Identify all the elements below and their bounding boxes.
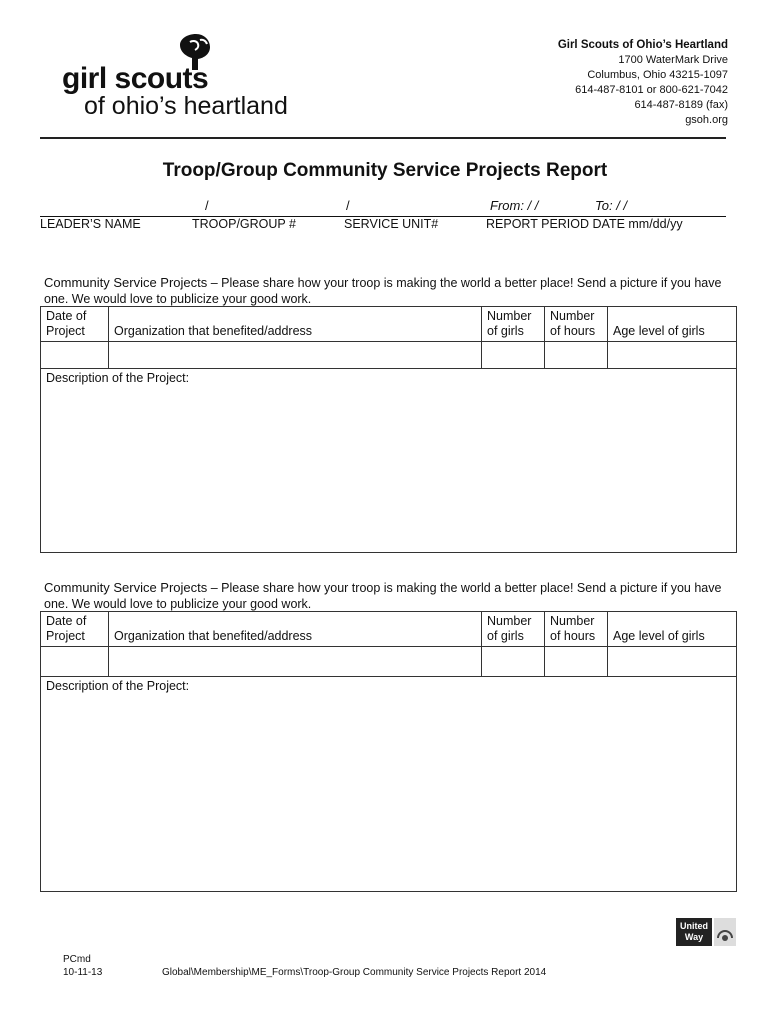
to-date: To: / /: [595, 198, 628, 213]
footer-date: 10-11-13: [63, 967, 103, 978]
section-1-intro-text: – Please share how your troop is making the world a better place! Send a picture if you have one. We would love to publicize your good work.: [44, 276, 722, 306]
logo-line2: of ohio’s heartland: [84, 92, 288, 120]
address-web: gsoh.org: [685, 114, 728, 126]
date-input-cell[interactable]: [41, 342, 109, 369]
service-unit-label: SERVICE UNIT#: [344, 217, 439, 231]
united-way-line2: Way: [684, 932, 704, 942]
report-period-label: REPORT PERIOD DATE mm/dd/yy: [486, 217, 683, 231]
slash-1: /: [205, 198, 209, 213]
org-input-cell[interactable]: [109, 342, 482, 369]
address-city: Columbus, Ohio 43215-1097: [587, 69, 728, 81]
address-phone: 614-487-8101 or 800-621-7042: [575, 84, 728, 96]
page-title: Troop/Group Community Service Projects Report: [162, 160, 608, 181]
col-org-header: Organization that benefited/address: [109, 307, 482, 342]
section-1-table: [40, 306, 737, 553]
date-input-cell[interactable]: [41, 647, 109, 677]
slash-2: /: [346, 198, 350, 213]
united-way-text-box: [676, 918, 712, 946]
description-cell[interactable]: [41, 677, 737, 892]
hours-input-cell[interactable]: [545, 342, 608, 369]
from-date: From: / /: [490, 198, 539, 213]
col-age-header: Age level of girls: [608, 307, 737, 342]
description-cell[interactable]: [41, 369, 737, 553]
org-input-cell[interactable]: [109, 647, 482, 677]
hours-input-cell[interactable]: [545, 647, 608, 677]
age-input-cell[interactable]: [608, 647, 737, 677]
united-way-logo: [676, 918, 736, 954]
col-date-header: Date of Project: [41, 307, 109, 342]
col-hours-header: Number of hours: [545, 307, 608, 342]
col-girls-header: Number of girls: [482, 612, 545, 647]
address-fax: 614-487-8189 (fax): [634, 99, 728, 111]
col-hours-header: Number of hours: [545, 612, 608, 647]
hand-rainbow-icon: [714, 918, 736, 946]
section-1-intro: [44, 275, 734, 307]
girls-input-cell[interactable]: [482, 647, 545, 677]
girl-scouts-logo: [62, 36, 302, 126]
section-2-intro-text: – Please share how your troop is making the world a better place! Send a picture if you have one. We would love to publicize your good work.: [44, 581, 722, 611]
description-label: Description of the Project:: [46, 679, 190, 693]
age-input-cell[interactable]: [608, 342, 737, 369]
address-block: [558, 38, 728, 128]
leader-name-label: LEADER’S NAME: [40, 217, 141, 231]
section-1-heading: Community Service Projects: [44, 275, 208, 290]
footer-left: [63, 953, 102, 979]
description-label: Description of the Project:: [46, 371, 190, 385]
header-rule: [40, 137, 726, 139]
troop-group-label: TROOP/GROUP #: [192, 217, 296, 231]
section-2-heading: Community Service Projects: [44, 580, 208, 595]
col-girls-header: Number of girls: [482, 307, 545, 342]
col-org-header: Organization that benefited/address: [109, 612, 482, 647]
col-age-header: Age level of girls: [608, 612, 737, 647]
section-2-intro: [44, 580, 734, 612]
section-2-table: [40, 611, 737, 892]
address-org: Girl Scouts of Ohio’s Heartland: [557, 39, 728, 51]
logo-line1: girl scouts: [62, 62, 209, 95]
united-way-line1: United: [680, 921, 708, 931]
address-street: 1700 WaterMark Drive: [618, 54, 728, 66]
col-date-header: Date of Project: [41, 612, 109, 647]
girls-input-cell[interactable]: [482, 342, 545, 369]
footer-code: PCmd: [63, 954, 91, 965]
footer-path: Global\Membership\ME_Forms\Troop-Group Community Service Projects Report 2014: [162, 967, 547, 978]
